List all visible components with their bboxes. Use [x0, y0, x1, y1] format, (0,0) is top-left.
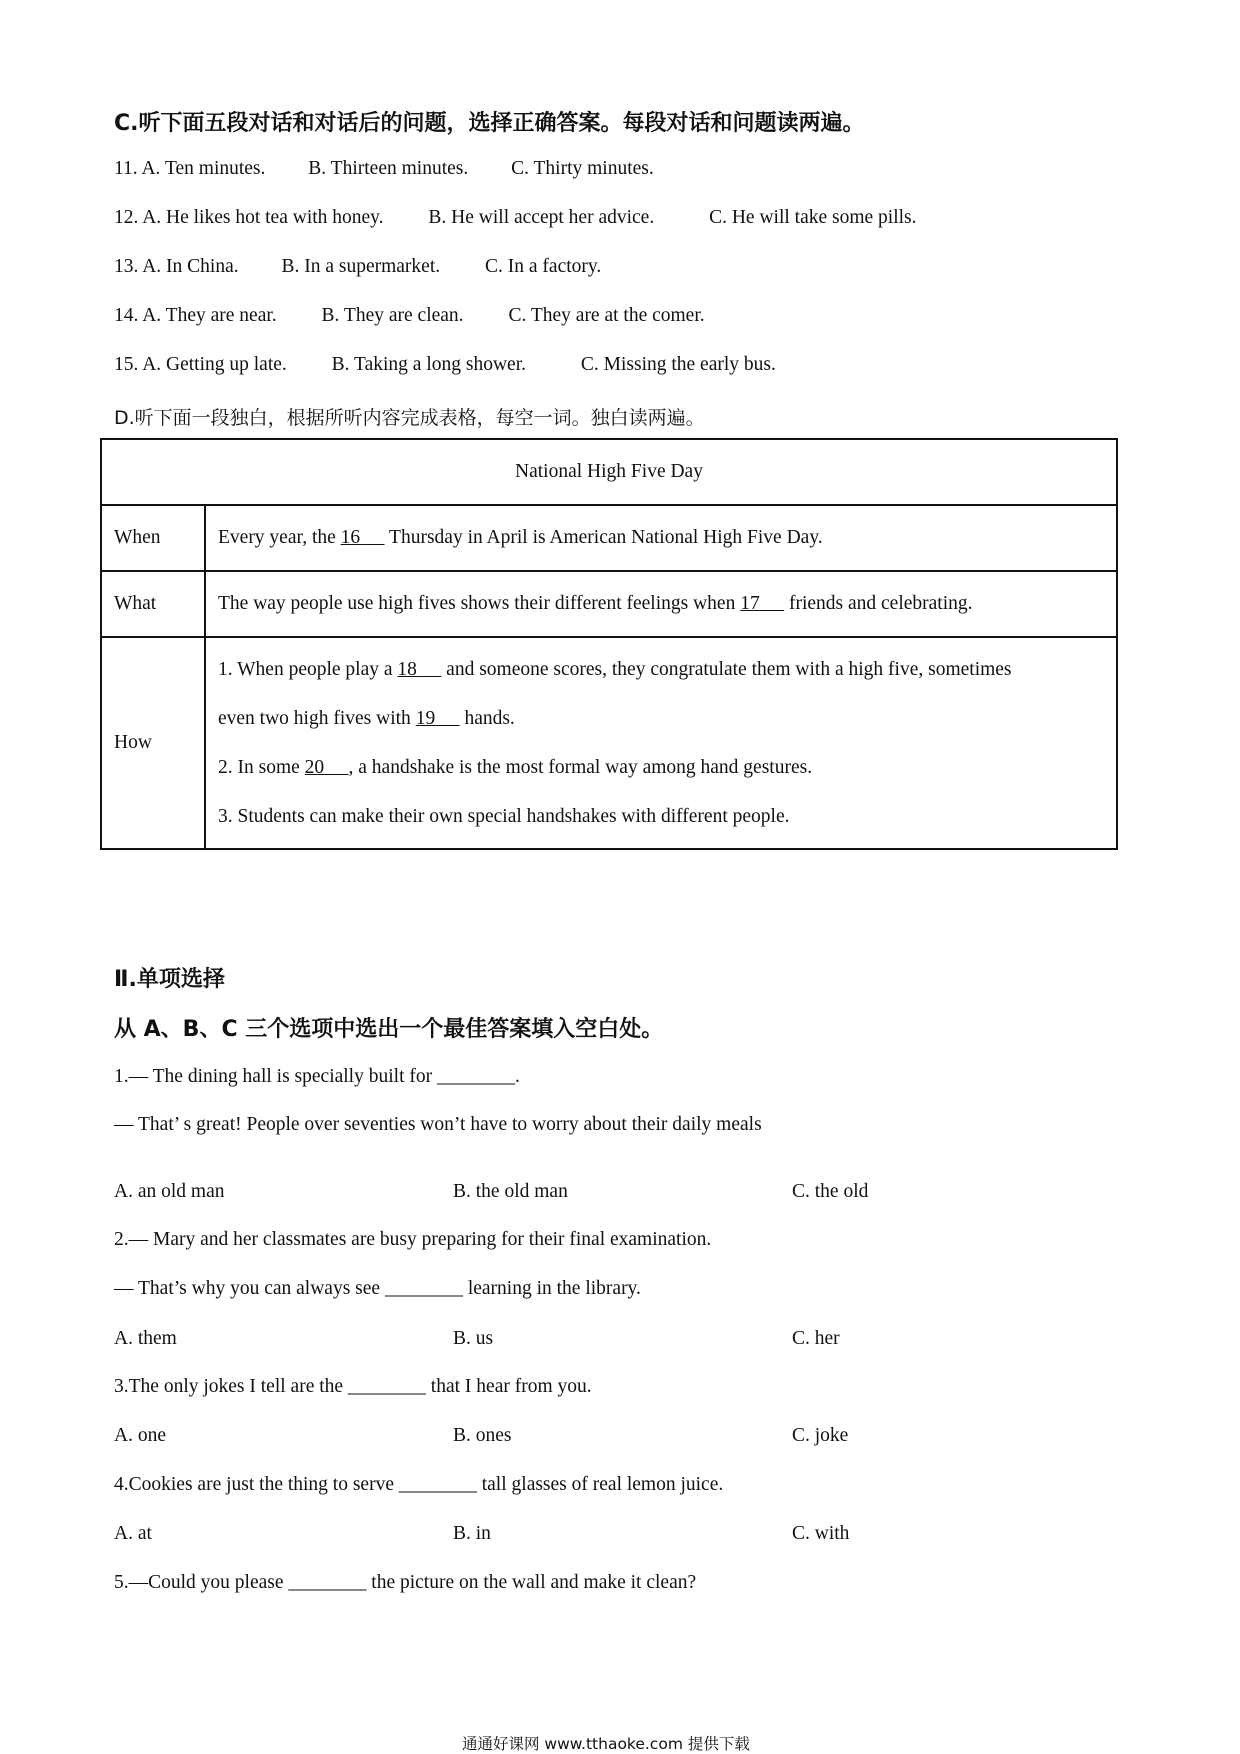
- table-row-how: [101, 637, 1117, 849]
- q2-response: — That’s why you can always see ________ learning in the library.: [114, 1278, 641, 1299]
- option-a: A. In China.: [142, 256, 239, 277]
- q2-option-a: A. them: [114, 1328, 177, 1349]
- text: 2. In some: [218, 757, 305, 778]
- question-number: 13.: [114, 256, 139, 277]
- blank-18: [397, 659, 441, 680]
- table-row-what: [101, 571, 1117, 637]
- how-item-1: [218, 645, 1104, 694]
- option-c: C. Missing the early bus.: [580, 354, 776, 375]
- option-b: B. Thirteen minutes.: [308, 158, 469, 179]
- text: friends and celebrating.: [784, 593, 973, 614]
- q4-option-c: C. with: [792, 1523, 850, 1544]
- option-b: B. Taking a long shower.: [331, 354, 526, 375]
- text: Every year, the: [218, 527, 341, 548]
- q4-option-b: B. in: [453, 1523, 491, 1544]
- section-c-heading: C.听下面五段对话和对话后的问题，选择正确答案。每段对话和问题读两遍。: [114, 111, 865, 136]
- q2-prompt: 2.— Mary and her classmates are busy preparing for their final examination.: [114, 1229, 712, 1250]
- q1-option-c: C. the old: [792, 1181, 869, 1202]
- section-d-heading: D.听下面一段独白，根据所听内容完成表格，每空一词。独白读两遍。: [114, 407, 705, 429]
- option-a: A. Ten minutes.: [141, 158, 266, 179]
- row-content-when: [205, 505, 1117, 571]
- how-item-1-cont: [218, 694, 1104, 743]
- question-11: [114, 158, 654, 180]
- section-ii-instruction: 从 A、B、C 三个选项中选出一个最佳答案填入空白处。: [114, 1017, 664, 1042]
- question-12: [114, 207, 917, 229]
- option-c: C. In a factory.: [485, 256, 602, 277]
- option-b: B. He will accept her advice.: [428, 207, 655, 228]
- blank-17: [740, 593, 784, 614]
- text: Thursday in April is American National High Five Day.: [384, 527, 823, 548]
- blank-number: 20: [304, 757, 325, 778]
- how-item-2: [218, 743, 1104, 792]
- footer-watermark: 通通好课网 www.tthaoke.com 提供下载: [462, 1735, 750, 1753]
- q3-prompt: 3.The only jokes I tell are the ________ that I hear from you.: [114, 1376, 592, 1397]
- q3-option-a: A. one: [114, 1425, 166, 1446]
- q5-prompt: 5.—Could you please ________ the picture on the wall and make it clean?: [114, 1572, 697, 1593]
- text: even two high fives with: [218, 708, 416, 729]
- q4-option-a: A. at: [114, 1523, 152, 1544]
- question-number: 15.: [114, 354, 139, 375]
- blank-20: [305, 757, 349, 778]
- option-c: C. They are at the comer.: [508, 305, 705, 326]
- option-b: B. They are clean.: [321, 305, 464, 326]
- section-ii-heading: Ⅱ.单项选择: [114, 967, 225, 992]
- text: , a handshake is the most formal way among hand gestures.: [348, 757, 813, 778]
- q1-prompt: 1.— The dining hall is specially built for ________.: [114, 1066, 520, 1087]
- blank-number: 19: [415, 708, 436, 729]
- option-c: C. He will take some pills.: [709, 207, 917, 228]
- text: The way people use high fives shows their different feelings when: [218, 593, 741, 614]
- question-number: 11.: [114, 158, 138, 179]
- option-c: C. Thirty minutes.: [511, 158, 654, 179]
- question-15: [114, 354, 776, 376]
- how-item-3: 3. Students can make their own special handshakes with different people.: [218, 806, 790, 827]
- question-number: 14.: [114, 305, 139, 326]
- row-content-how: [205, 637, 1117, 849]
- option-b: B. In a supermarket.: [281, 256, 441, 277]
- q4-prompt: 4.Cookies are just the thing to serve ________ tall glasses of real lemon juice.: [114, 1474, 724, 1495]
- row-label-when: When: [101, 505, 205, 571]
- q3-option-c: C. joke: [792, 1425, 849, 1446]
- blank-19: [416, 708, 460, 729]
- blank-16: [341, 527, 385, 548]
- high-five-table: [100, 438, 1118, 850]
- q1-response: — That’ s great! People over seventies won’t have to worry about their daily meals: [114, 1114, 762, 1135]
- blank-number: 17: [740, 593, 760, 614]
- blank-number: 18: [397, 659, 417, 680]
- text: and someone scores, they congratulate them with a high five, sometimes: [441, 659, 1012, 680]
- blank-number: 16: [340, 527, 361, 548]
- table-title-row: [101, 439, 1117, 505]
- q1-option-a: A. an old man: [114, 1181, 225, 1202]
- q3-option-b: B. ones: [453, 1425, 512, 1446]
- q2-option-b: B. us: [453, 1328, 494, 1349]
- table-row-when: [101, 505, 1117, 571]
- row-label-how: How: [101, 637, 205, 849]
- text: 1. When people play a: [218, 659, 398, 680]
- question-14: [114, 305, 705, 327]
- question-number: 12.: [114, 207, 139, 228]
- row-content-what: [205, 571, 1117, 637]
- q1-option-b: B. the old man: [453, 1181, 568, 1202]
- text: hands.: [459, 708, 515, 729]
- row-label-what: What: [101, 571, 205, 637]
- option-a: A. Getting up late.: [142, 354, 287, 375]
- question-13: [114, 256, 601, 278]
- option-a: A. He likes hot tea with honey.: [142, 207, 384, 228]
- q2-option-c: C. her: [792, 1328, 840, 1349]
- table-title: National High Five Day: [101, 439, 1117, 505]
- option-a: A. They are near.: [142, 305, 277, 326]
